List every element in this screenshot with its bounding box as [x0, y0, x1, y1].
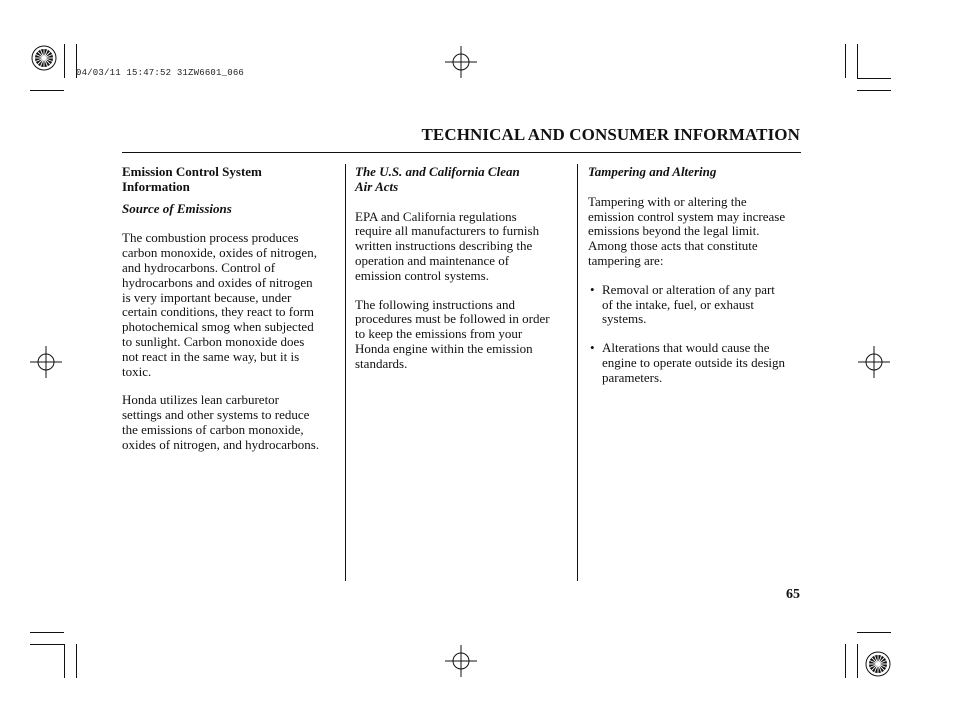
registration-mark-icon	[864, 650, 892, 678]
text-line: parameters.	[602, 369, 663, 385]
crop-mark	[30, 90, 64, 91]
text-line: certain conditions, they react to form	[122, 304, 315, 320]
text-line: not react in the same way, but it is	[122, 348, 300, 364]
text-line: oxides of nitrogen, and hydrocarbons.	[122, 436, 320, 452]
crosshair-icon	[443, 44, 479, 80]
crop-mark	[64, 644, 65, 678]
crop-mark	[76, 644, 77, 678]
text-line: Tampering with or altering the	[588, 193, 747, 209]
text-line: emission control system may increase	[588, 208, 786, 224]
title-rule	[122, 152, 801, 153]
text-line: standards.	[355, 355, 408, 371]
paragraph	[588, 195, 803, 269]
print-slug: 04/03/11 15:47:52 31ZW6601_066	[76, 68, 245, 78]
column-divider	[577, 164, 578, 581]
text-line: the emissions of carbon monoxide,	[122, 421, 304, 437]
crosshair-icon	[856, 344, 892, 380]
column-tampering	[588, 165, 803, 386]
paragraph	[122, 393, 340, 452]
text-line: written instructions describing the	[355, 238, 533, 254]
text-line: settings and other systems to reduce	[122, 407, 310, 423]
text-line: Alterations that would cause the	[602, 340, 770, 356]
text-line: and hydrocarbons. Control of	[122, 259, 276, 275]
crop-mark	[845, 644, 846, 678]
text-line: photochemical smog when subjected	[122, 319, 314, 335]
text-line: procedures must be followed in order	[355, 311, 550, 327]
heading-line: Air Acts	[355, 178, 399, 194]
text-line: is very important because, under	[122, 289, 292, 305]
crop-mark	[30, 632, 64, 633]
text-line: systems.	[602, 311, 647, 327]
text-line: engine to operate outside its design	[602, 354, 786, 370]
text-line: hydrocarbons and oxides of nitrogen	[122, 274, 313, 290]
paragraph	[355, 298, 570, 372]
crop-mark	[64, 44, 65, 78]
paragraph	[355, 210, 570, 284]
text-line: carbon monoxide, oxides of nitrogen,	[122, 245, 317, 261]
crop-mark	[845, 44, 846, 78]
page-number: 65	[786, 587, 800, 602]
crop-mark	[857, 78, 891, 79]
text-line: The following instructions and	[355, 296, 515, 312]
text-line: emissions beyond the legal limit.	[588, 223, 760, 239]
crop-mark	[857, 644, 858, 678]
heading-line: The U.S. and California Clean	[355, 164, 520, 179]
crosshair-icon	[28, 344, 64, 380]
page-title: TECHNICAL AND CONSUMER INFORMATION	[421, 125, 800, 144]
column-divider	[345, 164, 346, 581]
bullet-item	[588, 283, 803, 327]
section-heading: Emission Control System Information	[122, 164, 262, 194]
crop-mark	[857, 632, 891, 633]
crop-mark	[30, 644, 64, 645]
crop-mark	[857, 44, 858, 78]
crop-mark	[857, 90, 891, 91]
text-line: Among those acts that constitute	[588, 238, 758, 254]
bullet-item	[588, 341, 803, 385]
text-line: tampering are:	[588, 252, 664, 268]
text-line: to keep the emissions from your	[355, 326, 523, 342]
column-clean-air-acts	[355, 165, 570, 372]
section-heading	[355, 165, 570, 195]
text-line: EPA and California regulations	[355, 208, 517, 224]
text-line: of the intake, fuel, or exhaust	[602, 296, 754, 312]
crosshair-icon	[443, 643, 479, 679]
section-heading: Tampering and Altering	[588, 164, 717, 179]
paragraph	[122, 231, 340, 379]
text-line: Honda engine within the emission	[355, 340, 533, 356]
bullet-icon: •	[590, 281, 595, 297]
subsection-heading: Source of Emissions	[122, 200, 232, 216]
bullet-icon: •	[590, 340, 595, 356]
text-line: Honda utilizes lean carburetor	[122, 392, 280, 408]
text-line: operation and maintenance of	[355, 252, 510, 268]
text-line: to sunlight. Carbon monoxide does	[122, 333, 305, 349]
text-line: emission control systems.	[355, 267, 489, 283]
column-emission-info	[122, 165, 340, 453]
text-line: The combustion process produces	[122, 230, 299, 246]
text-line: require all manufacturers to furnish	[355, 223, 540, 239]
registration-mark-icon	[30, 44, 58, 72]
text-line: toxic.	[122, 363, 152, 379]
text-line: Removal or alteration of any part	[602, 281, 775, 297]
